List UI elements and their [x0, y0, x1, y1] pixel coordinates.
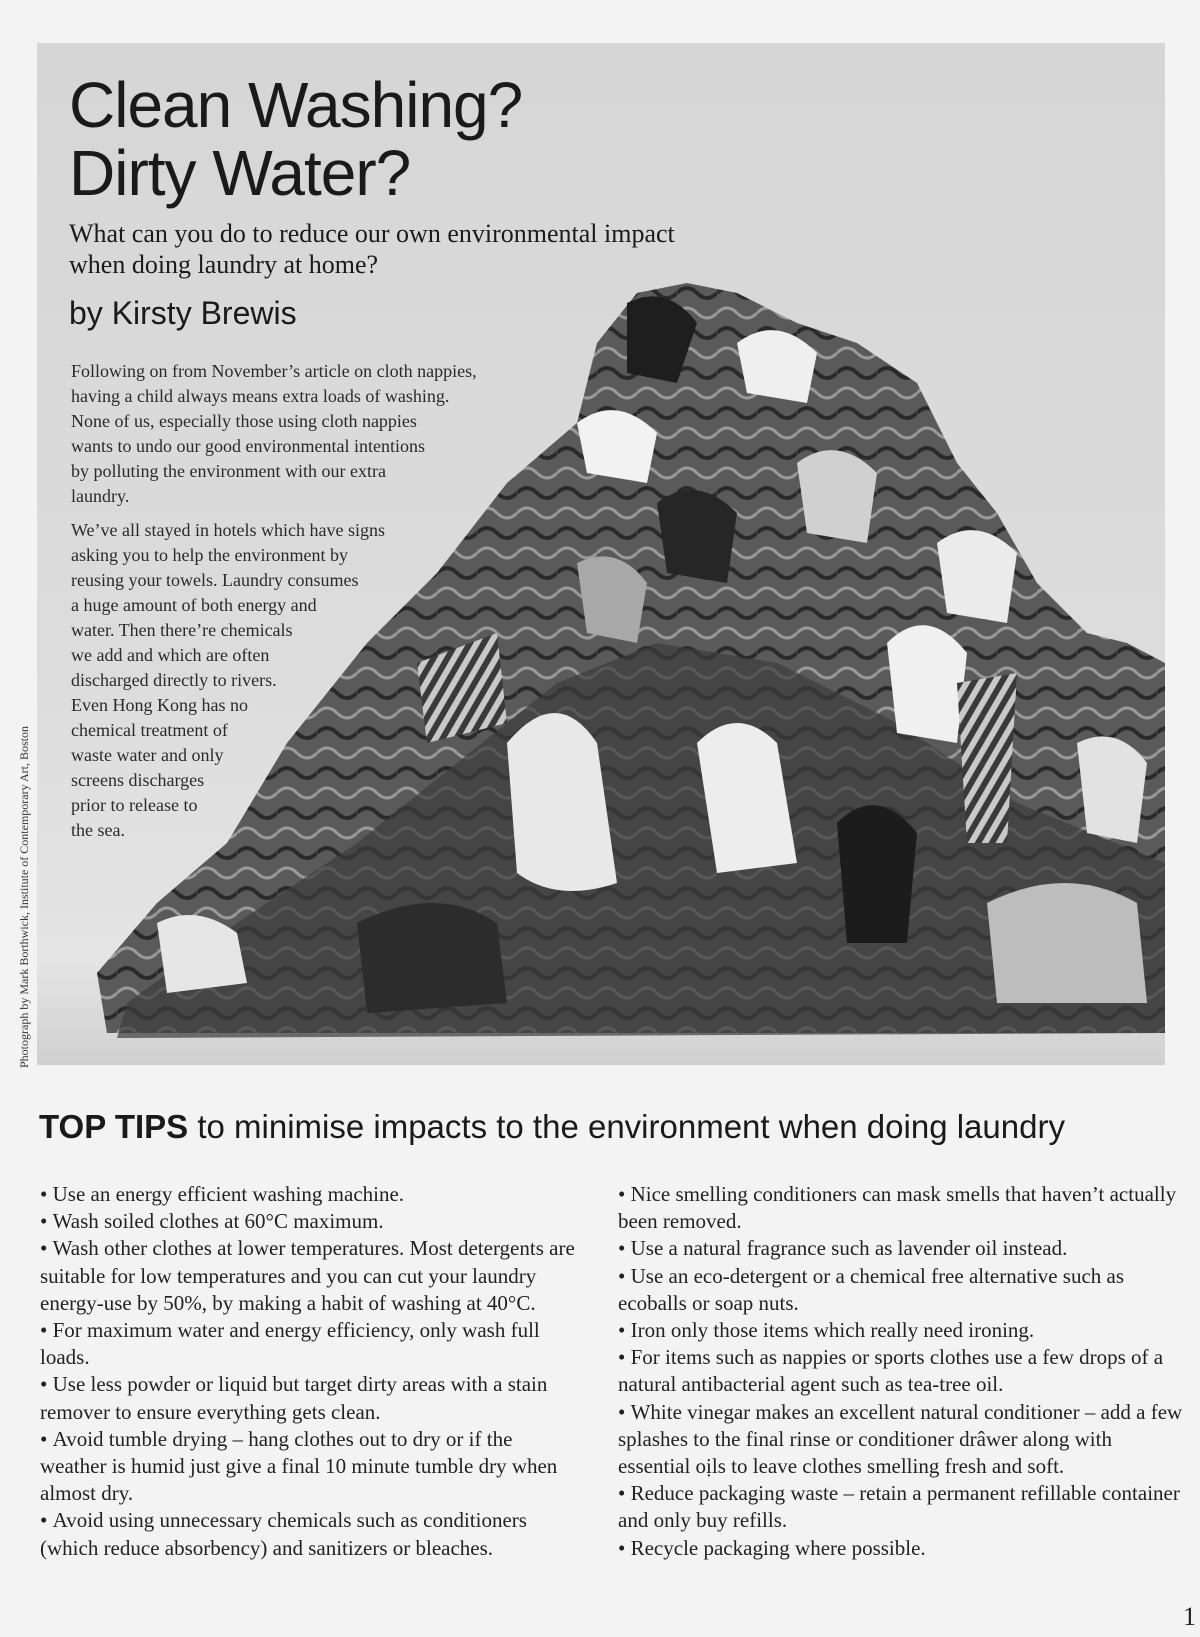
tip-item: • Wash other clothes at lower temperatures. Most detergents are suitable for low temperatures and you can cut your laundry energy-use by 50%, by making a habit of washing at 40°C. — [40, 1235, 580, 1317]
title-line-2: Dirty Water? — [69, 137, 411, 209]
intro-line: laundry. — [71, 486, 130, 506]
tip-item: • Reduce packaging waste – retain a permanent refillable container and only buy refills. — [618, 1480, 1188, 1534]
tips-right-column — [618, 1181, 1188, 1562]
tip-item: • For maximum water and energy efficiency, only wash full loads. — [40, 1317, 580, 1371]
tip-item: • Avoid using unnecessary chemicals such as conditioners (which reduce absorbency) and sanitizers or bleaches. — [40, 1507, 580, 1561]
article-byline: by Kirsty Brewis — [69, 295, 297, 331]
tip-item: • White vinegar makes an excellent natural conditioner – add a few splashes to the final rinse or conditioner drâwer along with essential oịls to leave clothes smelling fresh and soft. — [618, 1399, 1188, 1481]
tip-item: • Avoid tumble drying – hang clothes out to dry or if the weather is humid just give a final 10 minute tumble dry when almost dry. — [40, 1426, 580, 1508]
intro-line: a huge amount of both energy and — [71, 595, 317, 615]
intro-line: Even Hong Kong has no — [71, 695, 248, 715]
title-line-1: Clean Washing? — [69, 69, 523, 141]
intro-line: water. Then there’re chemicals — [71, 620, 293, 640]
tips-heading — [39, 1107, 1065, 1147]
tip-item: • Use less powder or liquid but target dirty areas with a stain remover to ensure everything gets clean. — [40, 1371, 580, 1425]
intro-line: screens discharges — [71, 770, 205, 790]
intro-line: We’ve all stayed in hotels which have signs — [71, 520, 385, 540]
intro-line: None of us, especially those using cloth nappies — [71, 411, 417, 431]
intro-line: we add and which are often — [71, 645, 270, 665]
tip-item: • Wash soiled clothes at 60°C maximum. — [40, 1208, 580, 1235]
intro-line: wants to undo our good environmental intentions — [71, 436, 425, 456]
page-number: 1 — [1183, 1602, 1196, 1631]
intro-line: having a child always means extra loads of washing. — [71, 386, 450, 406]
tips-left-column — [40, 1181, 580, 1562]
intro-paragraph-2 — [71, 518, 477, 843]
article-intro — [71, 359, 477, 852]
intro-line: reusing your towels. Laundry consumes — [71, 570, 359, 590]
intro-line: prior to release to — [71, 795, 198, 815]
tip-item: • Use an energy efficient washing machine. — [40, 1181, 580, 1208]
photo-credit: Photograph by Mark Borthwick, Institute of Contemporary Art, Boston — [17, 726, 31, 1068]
intro-line: asking you to help the environment by — [71, 545, 348, 565]
tips-heading-rest: to minimise impacts to the environment when doing laundry — [188, 1108, 1065, 1145]
intro-line: Following on from November’s article on cloth nappies, — [71, 361, 477, 381]
tip-item: • Iron only those items which really need ironing. — [618, 1317, 1188, 1344]
tip-item: • Use a natural fragrance such as lavender oil instead. — [618, 1235, 1188, 1262]
intro-line: the sea. — [71, 820, 125, 840]
intro-line: chemical treatment of — [71, 720, 228, 740]
tip-item: • Use an eco-detergent or a chemical free alternative such as ecoballs or soap nuts. — [618, 1263, 1188, 1317]
tip-item: • For items such as nappies or sports clothes use a few drops of a natural antibacterial agent such as tea-tree oil. — [618, 1344, 1188, 1398]
tip-item: • Nice smelling conditioners can mask smells that haven’t actually been removed. — [618, 1181, 1188, 1235]
intro-paragraph-1 — [71, 359, 477, 509]
intro-line: by polluting the environment with our extra — [71, 461, 386, 481]
intro-line: waste water and only — [71, 745, 224, 765]
tip-item: • Recycle packaging where possible. — [618, 1535, 1188, 1562]
article-title — [69, 71, 522, 207]
intro-line: discharged directly to rivers. — [71, 670, 277, 690]
article-subtitle: What can you do to reduce our own environmental impact when doing laundry at home? — [69, 219, 675, 279]
tips-heading-strong: TOP TIPS — [39, 1108, 189, 1145]
photo-panel — [37, 43, 1165, 1065]
